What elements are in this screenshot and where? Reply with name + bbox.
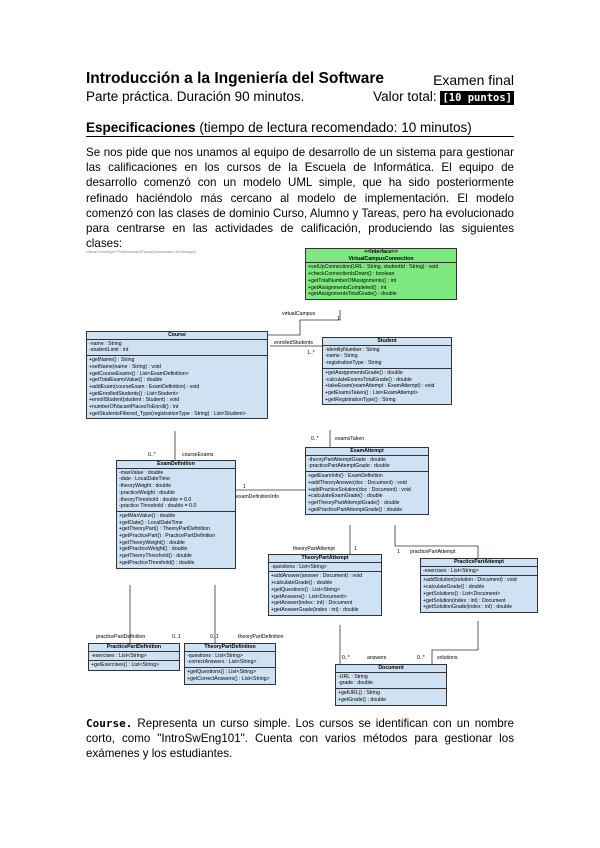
class-attributes bbox=[323, 346, 451, 369]
attr: -questions : List<String> bbox=[187, 652, 243, 659]
class-theory-part-attempt bbox=[268, 554, 382, 616]
class-operations bbox=[269, 572, 381, 614]
label-exams-taken: examsTaken bbox=[335, 436, 365, 442]
op: +getTheoryPart() : TheoryPartDefinition bbox=[119, 526, 210, 533]
attr: -correctAnswers : List<String> bbox=[187, 659, 257, 666]
op: +getAnswerGrade(index : int) : double bbox=[271, 606, 359, 613]
class-operations bbox=[306, 263, 456, 299]
class-title: Student bbox=[323, 338, 451, 346]
class-attributes bbox=[89, 652, 179, 662]
class-document bbox=[335, 664, 447, 706]
label-mult: 0..* bbox=[148, 452, 156, 458]
attr: -URL : String bbox=[338, 673, 368, 680]
label-solutions: solutions bbox=[437, 655, 458, 661]
class-student bbox=[322, 337, 452, 405]
class-operations bbox=[87, 356, 267, 418]
class-title: Document bbox=[336, 665, 446, 673]
label-exam-definition-info: examDefinitionInfo bbox=[236, 494, 279, 500]
op: +getQuestions() : List<String> bbox=[271, 586, 341, 593]
attr: -maxValue : double bbox=[119, 469, 164, 476]
op: +takeExam(examAttempt : ExamAttempt) : void bbox=[325, 383, 435, 390]
class-course bbox=[86, 331, 268, 419]
stereotype: <<Interface>> bbox=[364, 249, 398, 255]
op: +calculateGrade() : double bbox=[271, 580, 333, 587]
op: +getExamInfo() : ExamDefinition bbox=[308, 473, 383, 480]
class-operations bbox=[336, 689, 446, 704]
op: +getExercises() : List<String> bbox=[91, 662, 160, 669]
label-mult: 0..* bbox=[417, 655, 425, 661]
op: +getTotalExamsValue() : double bbox=[89, 377, 163, 384]
label-course-exams: courseExams bbox=[182, 452, 214, 458]
class-attributes bbox=[421, 567, 537, 577]
op: +getPracticePart() : PracticePartDefinition bbox=[119, 533, 216, 540]
class-virtual-campus-connection bbox=[305, 248, 457, 300]
op: +getTheoryThreshold() : double bbox=[119, 553, 192, 560]
op: +getName() : String bbox=[89, 357, 135, 364]
class-title: Course bbox=[87, 332, 267, 340]
op: +getDate() : LocalDateTime bbox=[119, 519, 183, 526]
op: +getTheoryWeight() : double bbox=[119, 539, 185, 546]
op: +getTheoryPartAttemptGrade() : double bbox=[308, 499, 400, 506]
op: +getAssignmentsGrade() : double bbox=[325, 369, 403, 376]
label-mult: 0..* bbox=[311, 436, 319, 442]
op: +getSolutionGrade(index : int) : double bbox=[423, 604, 512, 611]
attr: -questions : List<String> bbox=[271, 563, 327, 570]
label-theory-part-attempt: theoryPartAttempt bbox=[293, 546, 335, 552]
op: +getSolution(index : int) : Document bbox=[423, 597, 506, 604]
op: +getURL() : String bbox=[338, 690, 380, 697]
label-mult: 0..1 bbox=[210, 634, 219, 640]
class-title: TheoryPartAttempt bbox=[269, 555, 381, 563]
op: +getPracticeWeight() : double bbox=[119, 546, 188, 553]
op: +getStudentsFiltered_Type(registrationType : String) : List<Student> bbox=[89, 410, 246, 417]
op: +checkConnectionIsDown() : boolean bbox=[308, 271, 395, 278]
class-attributes bbox=[336, 673, 446, 689]
op: -calculateExamsTotalGrade() : double bbox=[325, 376, 412, 383]
class-attributes bbox=[87, 340, 267, 356]
class-attributes bbox=[185, 652, 275, 668]
class-exam-definition bbox=[116, 460, 236, 569]
label-mult: 0..1 bbox=[172, 634, 181, 640]
class-practice-part-definition bbox=[88, 643, 180, 671]
reading-time: (tiempo de lectura recomendado: 10 minutos) bbox=[199, 120, 472, 135]
class-theory-part-definition bbox=[184, 643, 276, 685]
op: +addTheoryAnswer(doc : Document) : void bbox=[308, 479, 407, 486]
op: +getRegistrationType() : String bbox=[325, 396, 396, 403]
attr: -identityNumber : String bbox=[325, 346, 380, 353]
class-attributes bbox=[306, 456, 428, 472]
class-title: ExamAttempt bbox=[306, 448, 428, 456]
value-box: [10 puntos] bbox=[442, 92, 512, 104]
op: +getAssignmentsTotalGrade() : double bbox=[308, 291, 397, 298]
label-enrolled-students: enrolledStudents bbox=[274, 340, 313, 346]
attr: -name : String bbox=[325, 353, 358, 360]
attr: -studentLimit : int bbox=[89, 347, 129, 354]
label-mult: 0..* bbox=[342, 655, 350, 661]
intro-paragraph: Se nos pide que nos unamos al equipo de desarrollo de un sistema para gestionar las calificaciones en los cursos de la Escuela de Informática. El equipo de desarrollo comenzó con un modelo UML simple, que ha sido posteriormente refinado haciéndolo más cercano al modelo de implementación. El modelo comenzó con las clases de dominio Curso, Alumno y Tareas, pero ha evolucionado para centrarse en las actividades de calificación, produciendo las siguientes clases: bbox=[86, 146, 514, 251]
course-description bbox=[86, 716, 514, 762]
op: +setName(name : String) : void bbox=[89, 363, 161, 370]
label-mult: 1 bbox=[397, 549, 400, 555]
op: +getGrade() : double bbox=[338, 696, 387, 703]
class-practice-part-attempt bbox=[420, 558, 538, 613]
op: +getMaxValue() : double bbox=[119, 512, 176, 519]
label-mult: 1 bbox=[337, 316, 340, 322]
attr: -theoryThreshold : double = 0.0 bbox=[119, 496, 192, 503]
class-name bbox=[306, 249, 456, 263]
op: +calculateExamGrade() : double bbox=[308, 493, 383, 500]
op: +addSolution(solution : Document) : void bbox=[423, 577, 517, 584]
class-exam-attempt bbox=[305, 447, 429, 515]
op: +addPracticeSolution(doc : Document) : void bbox=[308, 486, 411, 493]
label-answers: answers bbox=[367, 655, 387, 661]
course-term: Course. bbox=[86, 717, 133, 730]
attr: -theoryWeight : double bbox=[119, 483, 172, 490]
op: +getExamsTaken() : List<ExamAttempt> bbox=[325, 389, 418, 396]
class-operations bbox=[421, 576, 537, 612]
op: +getAssignmentsCompleted() : int bbox=[308, 284, 387, 291]
attr: -practice Threshold : double = 0.0 bbox=[119, 503, 197, 510]
class-title: VirtualCampusConnection bbox=[348, 255, 414, 262]
attr: -practiceWeight : double bbox=[119, 489, 175, 496]
op: +addAnswer(answer : Document) : void bbox=[271, 573, 362, 580]
op: +getAnswer(index : int) : Document bbox=[271, 600, 353, 607]
op: +getTotalNumberOfAssignments() : int bbox=[308, 277, 397, 284]
attr: -practicePartAttemptGrade : double bbox=[308, 463, 390, 470]
class-attributes bbox=[269, 563, 381, 573]
class-attributes bbox=[117, 469, 235, 512]
op: +setUpConnection(URL : String, studentId : String) : void bbox=[308, 264, 439, 271]
class-title: ExamDefinition bbox=[117, 461, 235, 469]
label-mult: 1 bbox=[354, 546, 357, 552]
exam-subtitle: Parte práctica. Duración 90 minutos. bbox=[86, 89, 305, 104]
class-title: PracticePartDefinition bbox=[89, 644, 179, 652]
course-body: Representa un curso simple. Los cursos se identifican con un nombre corto, como "IntroSwEng101". Cuenta con varios métodos para gestionar los exámenes y los estudiantes. bbox=[86, 717, 514, 761]
label-mult: 1 bbox=[243, 484, 246, 490]
op: +getPracticePartAttemptGrade() : double bbox=[308, 506, 403, 513]
label-theory-part-definition: theoryPartDefinition bbox=[238, 634, 284, 640]
value-label: Valor total: bbox=[373, 89, 437, 104]
op: +numberOfVacantPlacesToEnroll() : int bbox=[89, 404, 179, 411]
page-title: Introducción a la Ingeniería del Software bbox=[86, 70, 385, 87]
label-mult: 1..* bbox=[307, 350, 315, 356]
op: +getSolutions() : List<Document> bbox=[423, 590, 501, 597]
attr: -grade : double bbox=[338, 680, 373, 687]
class-title: TheoryPartDefinition bbox=[185, 644, 275, 652]
label-practice-part-definition: practicePartDefinition bbox=[96, 634, 146, 640]
label-practice-part-attempt: practicePartAttempt bbox=[410, 549, 456, 555]
op: +getAnswers() : List<Document> bbox=[271, 593, 347, 600]
attr: -exercises : List<String> bbox=[423, 567, 479, 574]
op: +getCourseExams() : List<ExamDefinition> bbox=[89, 370, 189, 377]
op: +getEnrolledStudents() : List<Student> bbox=[89, 390, 179, 397]
op: +enrollStudent(student : Student) : void bbox=[89, 397, 180, 404]
op: +getQuestions() : List<String> bbox=[187, 669, 257, 676]
attr: -theoryPartAttemptGrade : double bbox=[308, 456, 386, 463]
exam-label: Examen final bbox=[433, 72, 514, 88]
attr: -name : String bbox=[89, 340, 122, 347]
label-virtual-campus: virtualCampus bbox=[282, 311, 316, 317]
op: +getPracticeThreshold() : double bbox=[119, 559, 195, 566]
class-operations bbox=[117, 512, 235, 568]
class-title: PracticePartAttempt bbox=[421, 559, 537, 567]
class-operations bbox=[89, 661, 179, 670]
op: +getCorrectAnswers() : List<String> bbox=[187, 675, 270, 682]
class-operations bbox=[185, 668, 275, 683]
attr: -date : LocalDateTime bbox=[119, 476, 170, 483]
attr: -exercises : List<String> bbox=[91, 652, 147, 659]
op: +calculateGrade() : double bbox=[423, 584, 485, 591]
op: +addExam(courseExam : ExamDefinition) : void bbox=[89, 383, 200, 390]
class-operations bbox=[306, 472, 428, 514]
diagram-watermark: Visual Paradigm Professional(Dhyan(Universidad de Málaga)) bbox=[86, 249, 196, 254]
class-operations bbox=[323, 369, 451, 405]
attr: -registrationType : String bbox=[325, 360, 382, 367]
spec-heading: Especificaciones bbox=[86, 120, 196, 135]
